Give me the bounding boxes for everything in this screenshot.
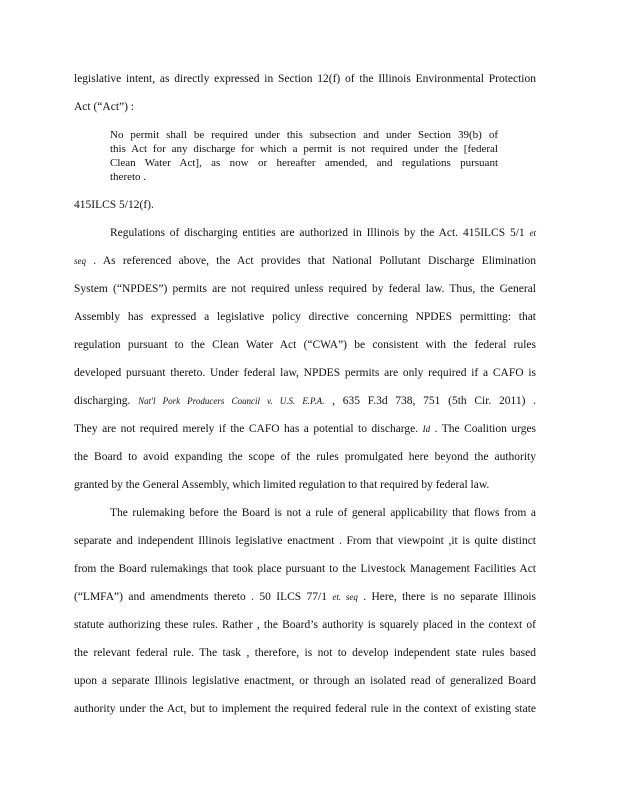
regulations-line-1: Regulations of discharging entities are authorized in Illinois by the Act. 415ILCS 5/1 et xyxy=(110,227,536,239)
intro-line-1: legislative intent, as directly expressed in Section 12(f) of the Illinois Environmental Protection xyxy=(74,73,536,85)
rulemaking-line-2: separate and independent Illinois legislative enactment . From that viewpoint ,it is quite distinct xyxy=(74,535,536,547)
regulations-line-3: System (“NPDES”) permits are not required unless required by federal law. Thus, the General xyxy=(74,283,536,295)
blockquote-line-2: this Act for any discharge for which a permit is not required under the [federal xyxy=(110,143,498,155)
regulations-line-2: seq . As referenced above, the Act provides that National Pollutant Discharge Elimination xyxy=(74,255,537,267)
blockquote-line-1: No permit shall be required under this subsection and under Section 39(b) of xyxy=(110,129,498,141)
regulations-line-5: regulation pursuant to the Clean Water Act (“CWA”) be consistent with the federal rules xyxy=(74,339,536,351)
intro-line-2: Act (“Act”) : xyxy=(74,101,135,113)
statute-citation: 415ILCS 5/12(f). xyxy=(74,199,154,211)
rulemaking-line-5: statute authorizing these rules. Rather , the Board’s authority is squarely placed in the context of xyxy=(74,619,536,631)
rulemaking-line-7: upon a separate Illinois legislative enactment, or through an isolated read of generalized Board xyxy=(74,675,536,687)
regulations-line-9: the Board to avoid expanding the scope of the rules promulgated here beyond the authority xyxy=(74,451,536,463)
rulemaking-line-3: from the Board rulemakings that took place pursuant to the Livestock Management Facilities Act xyxy=(74,563,536,575)
rulemaking-line-4: (“LMFA”) and amendments thereto . 50 ILCS 77/1 et. seq . Here, there is no separate Illinois xyxy=(74,591,536,603)
regulations-line-8: They are not required merely if the CAFO has a potential to discharge. Id . The Coalition urges xyxy=(74,423,537,435)
regulations-line-6: developed pursuant thereto. Under federal law, NPDES permits are only required if a CAFO is xyxy=(74,367,536,379)
regulations-line-4: Assembly has expressed a legislative policy directive concerning NPDES permitting: that xyxy=(74,311,536,323)
rulemaking-line-8: authority under the Act, but to implement the required federal rule in the context of existing state xyxy=(74,703,536,715)
rulemaking-line-1: The rulemaking before the Board is not a rule of general applicability that flows from a xyxy=(110,507,536,519)
regulations-line-10: granted by the General Assembly, which limited regulation to that required by federal law. xyxy=(74,479,490,491)
regulations-line-7: discharging. Nat'l Pork Producers Council v. U.S. E.P.A. , 635 F.3d 738, 751 (5th Cir. 2011) . xyxy=(74,395,537,407)
rulemaking-line-6: the relevant federal rule. The task , therefore, is not to develop independent state rules based xyxy=(74,647,536,659)
blockquote-line-4: thereto . xyxy=(110,171,147,183)
blockquote-line-3: Clean Water Act], as now or hereafter amended, and regulations pursuant xyxy=(110,157,498,169)
